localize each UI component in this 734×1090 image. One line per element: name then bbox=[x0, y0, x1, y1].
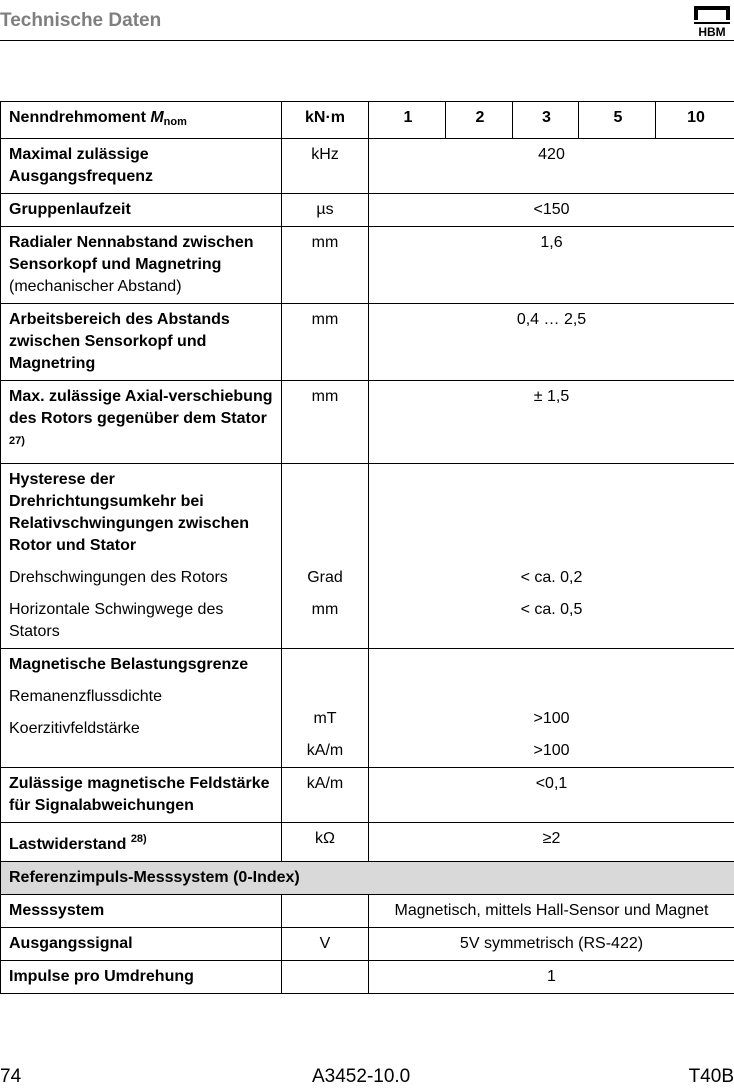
row-value bbox=[369, 649, 734, 768]
sub-label: Koerzitivfeldstärke bbox=[9, 720, 140, 737]
row-value: 1 bbox=[369, 961, 734, 994]
row-value: 420 bbox=[369, 139, 734, 194]
row-unit: µs bbox=[282, 194, 369, 227]
group-heading: Hysterese der Drehrichtungsumkehr bei Relativschwingungen zwischen Rotor und Stator bbox=[9, 471, 250, 554]
spec-table bbox=[0, 101, 734, 994]
row-unit bbox=[282, 961, 369, 994]
row-value: ± 1,5 bbox=[369, 381, 734, 464]
table-row bbox=[1, 649, 734, 768]
table-row bbox=[1, 823, 734, 862]
header-value: 3 bbox=[513, 102, 579, 139]
row-label: Lastwiderstand $^{28)}$ bbox=[1, 823, 282, 862]
row-label: Arbeitsbereich des Abstands zwischen Sensorkopf und Magnetring bbox=[1, 304, 282, 381]
table-row bbox=[1, 961, 734, 994]
header-value: 5 bbox=[579, 102, 656, 139]
row-value: ≥2 bbox=[369, 823, 734, 862]
sub-value: < ca. 0,5 bbox=[520, 601, 583, 618]
table-row bbox=[1, 895, 734, 928]
row-label: Max. zulässige Axial-verschiebung des Rotors gegenüber dem Stator $^{27)}$ bbox=[1, 381, 282, 464]
row-label: Maximal zulässige Ausgangsfrequenz bbox=[1, 139, 282, 194]
page-header-title: Technische Daten bbox=[0, 10, 162, 31]
footnote-ref: 27) bbox=[9, 435, 25, 447]
row-value: <150 bbox=[369, 194, 734, 227]
row-label: Zulässige magnetische Feldstärke für Signalabweichungen bbox=[1, 768, 282, 823]
row-unit: V bbox=[282, 928, 369, 961]
footer-page-number: 74 bbox=[0, 1066, 22, 1087]
header-value: 1 bbox=[369, 102, 446, 139]
table-row bbox=[1, 194, 734, 227]
row-unit: mm bbox=[282, 304, 369, 381]
row-label: Impulse pro Umdrehung bbox=[1, 961, 282, 994]
row-label: Ausgangssignal bbox=[1, 928, 282, 961]
row-value: Magnetisch, mittels Hall-Sensor und Magnet bbox=[369, 895, 734, 928]
hbm-logo bbox=[690, 4, 734, 38]
header-unit: kN·m bbox=[282, 102, 369, 139]
row-label: Radialer Nennabstand zwischen Sensorkopf und Magnetring (mechanischer Abstand) bbox=[1, 227, 282, 304]
row-value: 0,4 … 2,5 bbox=[369, 304, 734, 381]
row-value: <0,1 bbox=[369, 768, 734, 823]
sub-value: >100 bbox=[533, 710, 570, 727]
footer-doc-number: A3452-10.0 bbox=[312, 1066, 411, 1087]
row-value: 5V symmetrisch (RS-422) bbox=[369, 928, 734, 961]
row-unit bbox=[282, 895, 369, 928]
row-unit: mm bbox=[282, 227, 369, 304]
header-label: Nenndrehmoment $M_{nom}$ bbox=[1, 102, 282, 139]
row-label: Messsystem bbox=[1, 895, 282, 928]
table-row bbox=[1, 381, 734, 464]
sub-value: < ca. 0,2 bbox=[520, 569, 583, 586]
group-heading: Magnetische Belastungsgrenze bbox=[9, 656, 249, 673]
sub-label: Remanenzflussdichte bbox=[9, 688, 162, 705]
row-unit: mm bbox=[282, 381, 369, 464]
sub-unit: kA/m bbox=[306, 742, 344, 759]
sub-unit: mT bbox=[313, 710, 337, 727]
table-row bbox=[1, 139, 734, 194]
footnote-ref: 28) bbox=[130, 833, 147, 845]
section-row bbox=[1, 862, 734, 895]
table-row bbox=[1, 928, 734, 961]
row-label bbox=[1, 649, 282, 768]
row-unit bbox=[282, 464, 369, 649]
sub-unit: Grad bbox=[307, 569, 343, 586]
table-row bbox=[1, 227, 734, 304]
footer-product: T40B bbox=[688, 1066, 734, 1087]
section-title: Referenzimpuls-Messsystem (0-Index) bbox=[1, 862, 734, 895]
row-label bbox=[1, 464, 282, 649]
logo-text: HBM bbox=[698, 25, 726, 38]
table-row bbox=[1, 464, 734, 649]
row-value bbox=[369, 464, 734, 649]
sub-value: >100 bbox=[533, 742, 570, 759]
sub-label: Horizontale Schwingwege des Stators bbox=[9, 601, 224, 640]
table-row bbox=[1, 304, 734, 381]
row-label: Gruppenlaufzeit bbox=[1, 194, 282, 227]
sub-unit: mm bbox=[311, 601, 339, 618]
row-unit: kΩ bbox=[282, 823, 369, 862]
header-value: 10 bbox=[656, 102, 734, 139]
row-unit bbox=[282, 649, 369, 768]
row-unit: kA/m bbox=[282, 768, 369, 823]
row-value: 1,6 bbox=[369, 227, 734, 304]
header-value: 2 bbox=[446, 102, 513, 139]
table-row bbox=[1, 768, 734, 823]
header-rule bbox=[0, 40, 734, 41]
sub-label: Drehschwingungen des Rotors bbox=[9, 569, 228, 586]
row-unit: kHz bbox=[282, 139, 369, 194]
table-header-row bbox=[1, 102, 734, 139]
